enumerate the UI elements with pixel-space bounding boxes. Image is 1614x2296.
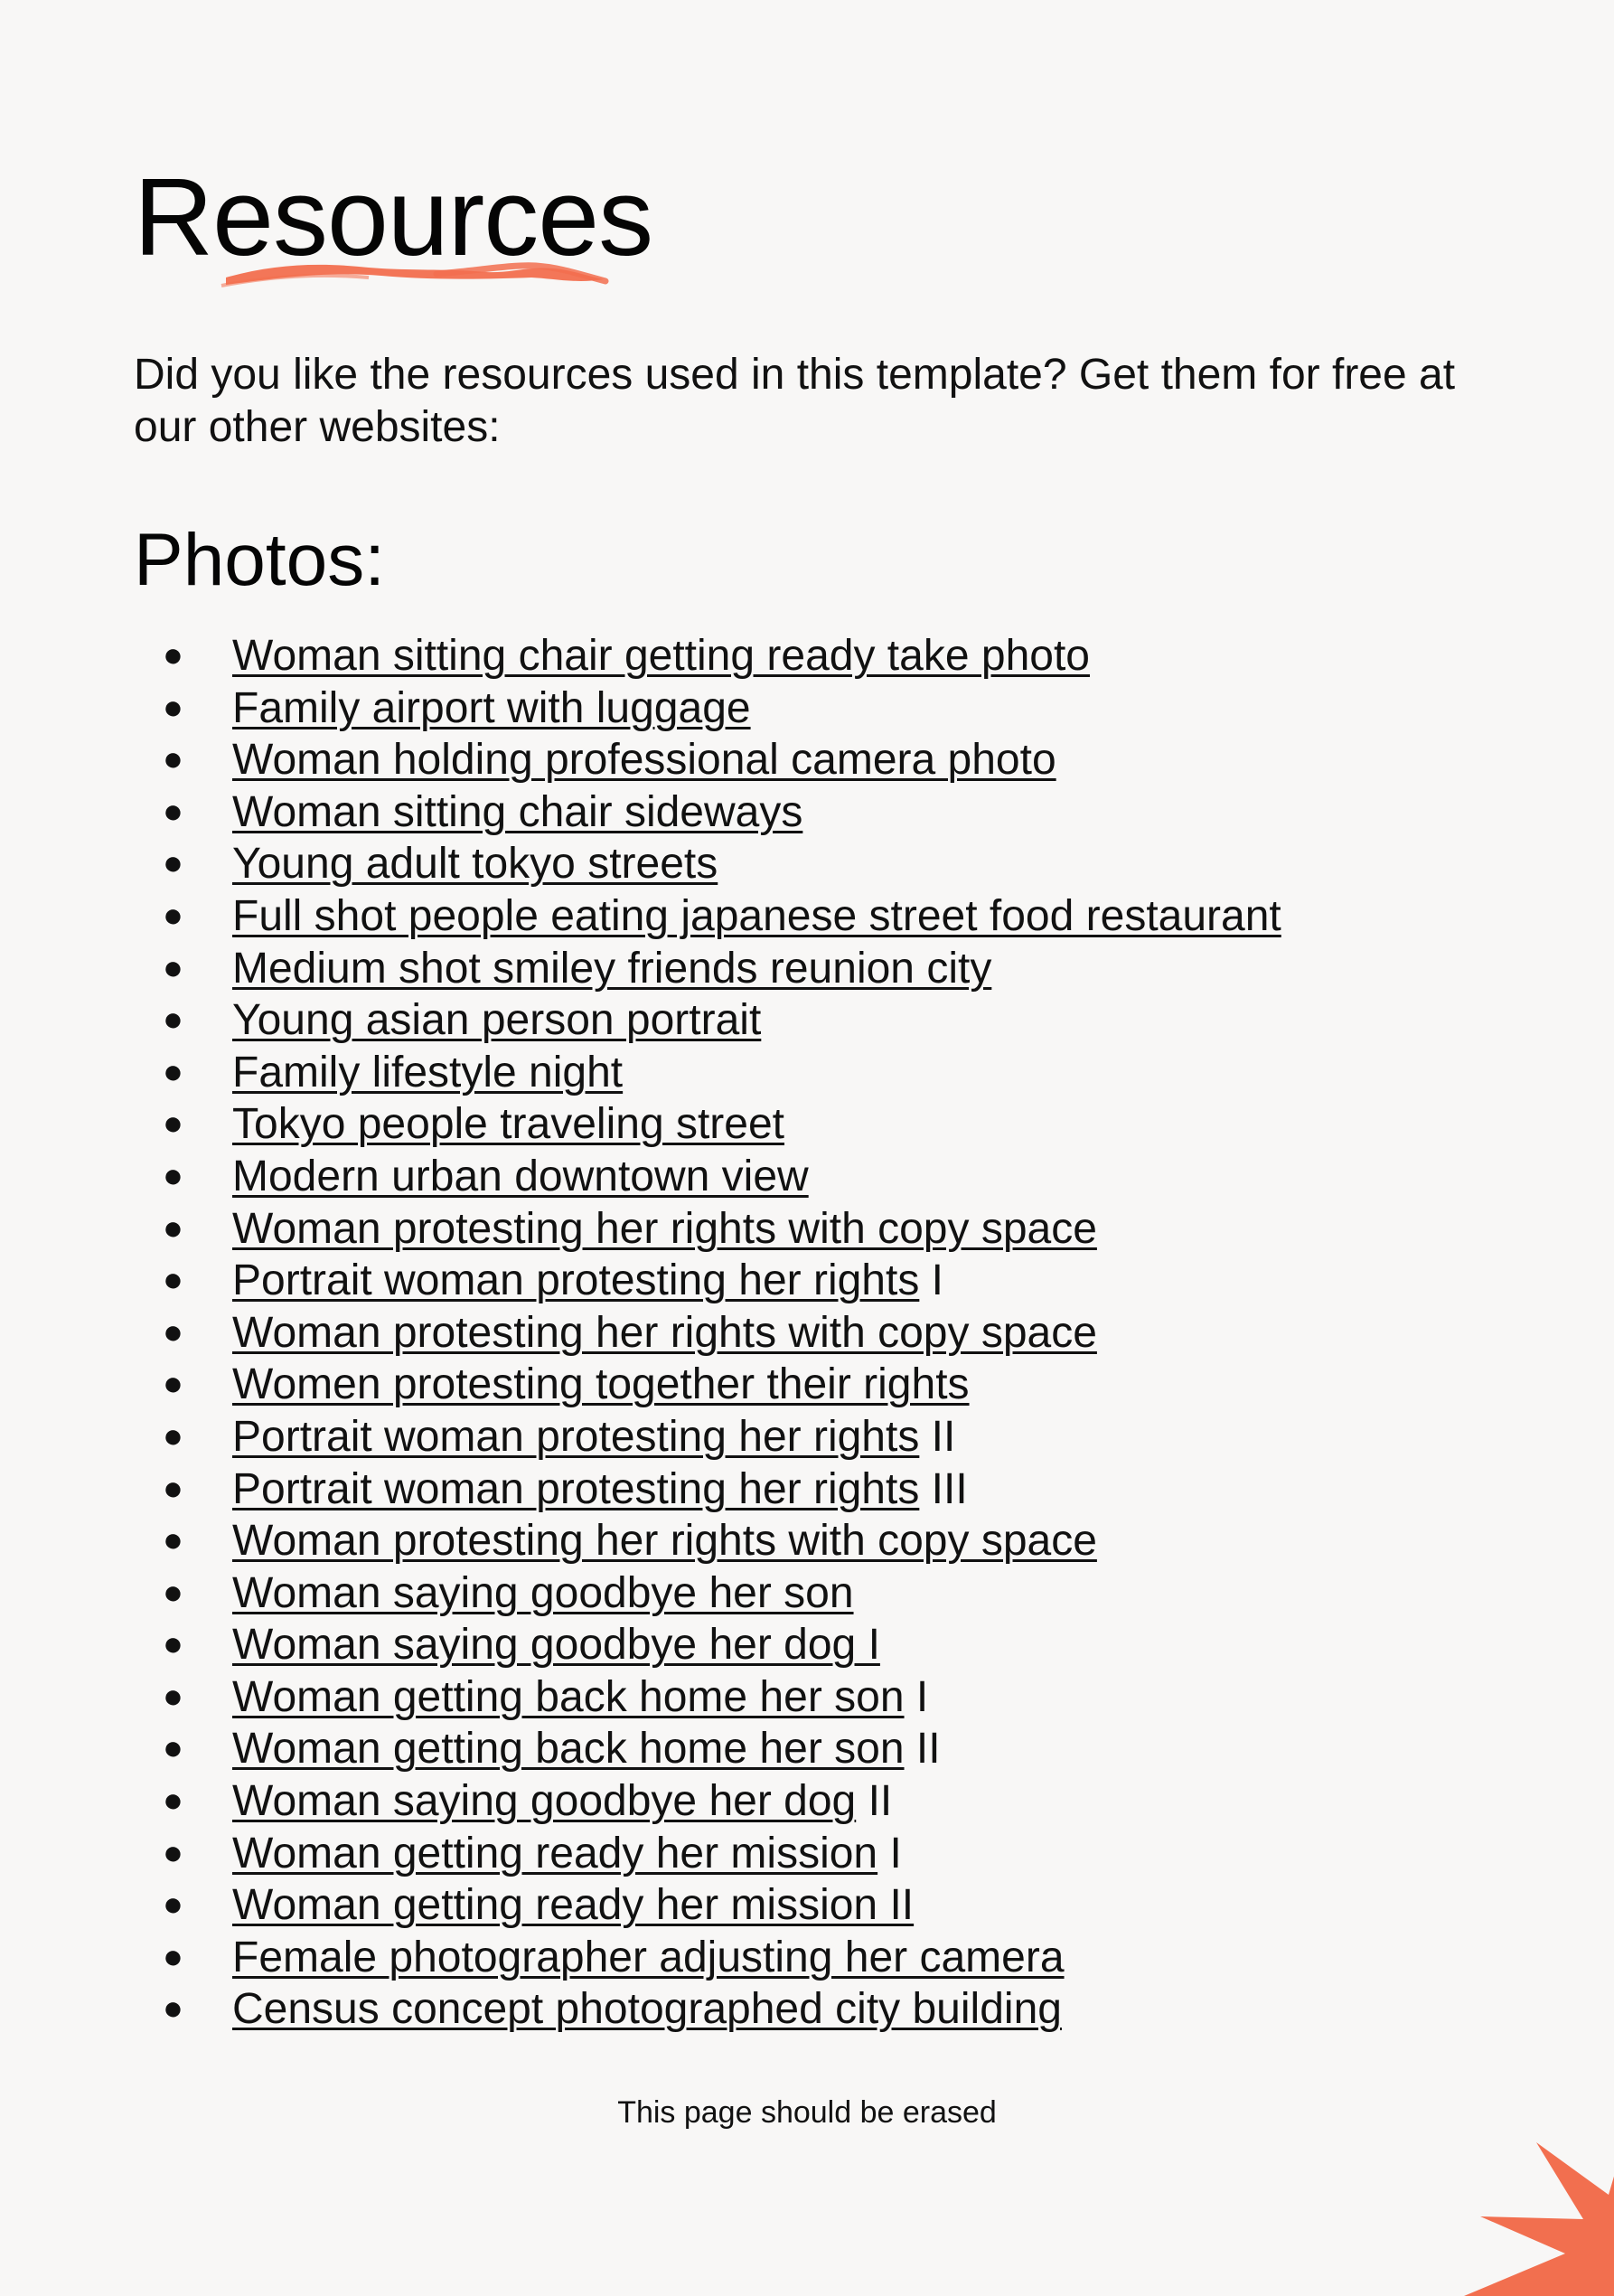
photo-item-text: [232, 1932, 1065, 1984]
photo-resource-link[interactable]: Young adult tokyo streets: [232, 840, 718, 889]
photo-list-item: [134, 890, 1444, 943]
photo-item-text: [232, 1515, 1097, 1567]
photo-resource-link[interactable]: Portrait woman protesting her rights: [232, 1412, 920, 1461]
footer-note: This page should be erased: [617, 2095, 997, 2130]
photo-list-item: [134, 1567, 1444, 1620]
bullet-icon: ●: [163, 1105, 183, 1143]
photo-link-suffix: II: [904, 1725, 941, 1774]
photo-item-text: [232, 1255, 943, 1307]
photo-list-item: [134, 1932, 1444, 1984]
photo-link-suffix: II: [919, 1412, 956, 1461]
photo-resource-link[interactable]: Women protesting together their rights: [232, 1360, 970, 1409]
photo-list-item: [134, 1151, 1444, 1203]
title-area: [134, 154, 676, 298]
photo-list-item: [134, 786, 1444, 839]
photo-resource-link[interactable]: Medium shot smiley friends reunion city: [232, 944, 992, 993]
photo-item-text: [232, 630, 1090, 682]
photo-item-text: [232, 943, 991, 995]
photo-resource-link[interactable]: Woman protesting her rights with copy space: [232, 1517, 1097, 1566]
photo-resource-link[interactable]: Tokyo people traveling street: [232, 1100, 785, 1149]
photo-item-text: [232, 734, 1056, 786]
photo-list-item: [134, 1879, 1444, 1932]
bullet-icon: ●: [163, 1990, 183, 2028]
photo-item-text: [232, 1047, 623, 1099]
bullet-icon: ●: [163, 1416, 183, 1455]
photo-list-item: [134, 1619, 1444, 1671]
photo-item-text: [232, 1775, 892, 1828]
photo-link-suffix: III: [919, 1464, 968, 1513]
photo-list-item: [134, 682, 1444, 735]
photo-list-item: [134, 1775, 1444, 1828]
bullet-icon: ●: [163, 1521, 183, 1560]
photo-resource-link[interactable]: Portrait woman protesting her rights: [232, 1464, 920, 1513]
bullet-icon: ●: [163, 896, 183, 935]
photos-heading: Photos:: [134, 519, 386, 601]
photo-list-item: [134, 838, 1444, 890]
bullet-icon: ●: [163, 1001, 183, 1040]
bullet-icon: ●: [163, 1886, 183, 1924]
photo-item-text: [232, 1567, 854, 1620]
photo-resource-link[interactable]: Modern urban downtown view: [232, 1152, 809, 1200]
bullet-icon: ●: [163, 1677, 183, 1716]
photo-link-suffix: I: [904, 1672, 929, 1721]
photo-item-text: [232, 1463, 968, 1516]
photo-item-text: [232, 1671, 928, 1724]
photo-resource-link[interactable]: Young asian person portrait: [232, 996, 762, 1045]
photo-link-suffix: I: [919, 1256, 944, 1305]
photo-list-item: [134, 1255, 1444, 1307]
photo-link-suffix: II: [856, 1777, 893, 1826]
photo-list-item: [134, 994, 1444, 1047]
bullet-icon: ●: [163, 636, 183, 674]
photo-resource-link[interactable]: Woman getting ready her mission: [232, 1829, 878, 1877]
photo-item-text: [232, 1723, 941, 1775]
photo-item-text: [232, 1151, 809, 1203]
photo-resource-link[interactable]: Woman protesting her rights with copy space: [232, 1308, 1097, 1357]
photo-item-text: [232, 838, 718, 890]
photo-item-text: [232, 1359, 970, 1411]
bullet-icon: ●: [163, 1209, 183, 1247]
photo-list-item: [134, 943, 1444, 995]
photo-resource-link[interactable]: Woman sitting chair sideways: [232, 787, 803, 836]
photo-resource-link[interactable]: Woman getting back home her son: [232, 1672, 905, 1721]
photo-list-item: [134, 1723, 1444, 1775]
photo-resource-list: [134, 630, 1444, 2036]
photo-resource-link[interactable]: Full shot people eating japanese street food restaurant: [232, 891, 1281, 940]
photo-list-item: [134, 1983, 1444, 2036]
photo-list-item: [134, 734, 1444, 786]
photo-item-text: [232, 1098, 784, 1151]
bullet-icon: ●: [163, 1313, 183, 1351]
photo-resource-link[interactable]: Woman getting back home her son: [232, 1725, 905, 1774]
photo-resource-link[interactable]: Family lifestyle night: [232, 1048, 624, 1096]
photo-item-text: [232, 1411, 955, 1463]
photo-list-item: [134, 1671, 1444, 1724]
photo-item-text: [232, 1983, 1062, 2036]
bullet-icon: ●: [163, 1573, 183, 1612]
photo-resource-link[interactable]: Woman sitting chair getting ready take photo: [232, 632, 1090, 680]
photo-resource-link[interactable]: Woman saying goodbye her dog I: [232, 1621, 880, 1670]
photo-item-text: [232, 1879, 914, 1932]
photo-resource-link[interactable]: Woman saying goodbye her son: [232, 1568, 854, 1617]
bullet-icon: ●: [163, 1937, 183, 1976]
photo-item-text: [232, 1307, 1097, 1360]
photo-list-item: [134, 1463, 1444, 1516]
photo-resource-link[interactable]: Family airport with luggage: [232, 683, 751, 732]
photo-item-text: [232, 1619, 880, 1671]
bullet-icon: ●: [163, 688, 183, 727]
photo-resource-link[interactable]: Census concept photographed city building: [232, 1985, 1062, 2034]
photo-resource-link[interactable]: Woman holding professional camera photo: [232, 736, 1056, 785]
photo-resource-link[interactable]: Woman protesting her rights with copy space: [232, 1204, 1097, 1253]
photo-item-text: [232, 682, 751, 735]
bullet-icon: ●: [163, 948, 183, 987]
photo-list-item: [134, 1203, 1444, 1256]
photo-resource-link[interactable]: Female photographer adjusting her camera: [232, 1933, 1065, 1981]
bullet-icon: ●: [163, 1625, 183, 1664]
photo-resource-link[interactable]: Portrait woman protesting her rights: [232, 1256, 920, 1305]
photo-list-item: [134, 1828, 1444, 1880]
bullet-icon: ●: [163, 1729, 183, 1768]
photo-item-text: [232, 1828, 902, 1880]
bullet-icon: ●: [163, 1365, 183, 1404]
bullet-icon: ●: [163, 1782, 183, 1821]
photo-resource-link[interactable]: Woman saying goodbye her dog: [232, 1777, 857, 1826]
photo-list-item: [134, 1098, 1444, 1151]
bullet-icon: ●: [163, 1833, 183, 1872]
photo-item-text: [232, 786, 802, 839]
photo-link-suffix: I: [877, 1829, 902, 1877]
intro-text: Did you like the resources used in this template? Get them for free at our other websites:: [134, 351, 1456, 451]
photo-list-item: [134, 1411, 1444, 1463]
photo-item-text: [232, 890, 1281, 943]
photo-item-text: [232, 994, 761, 1047]
photo-list-item: [134, 1359, 1444, 1411]
orange-starburst-icon: [1464, 2124, 1614, 2296]
photo-item-text: [232, 1203, 1097, 1256]
photo-list-item: [134, 1047, 1444, 1099]
bullet-icon: ●: [163, 1469, 183, 1508]
bullet-icon: ●: [163, 792, 183, 831]
bullet-icon: ●: [163, 1156, 183, 1195]
photo-list-item: [134, 1307, 1444, 1360]
photo-list-item: [134, 1515, 1444, 1567]
photo-list-item: [134, 630, 1444, 682]
bullet-icon: ●: [163, 1261, 183, 1300]
bullet-icon: ●: [163, 740, 183, 779]
photo-resource-link[interactable]: Woman getting ready her mission II: [232, 1881, 915, 1930]
bullet-icon: ●: [163, 1052, 183, 1091]
page-title: Resources: [134, 155, 653, 278]
bullet-icon: ●: [163, 844, 183, 883]
